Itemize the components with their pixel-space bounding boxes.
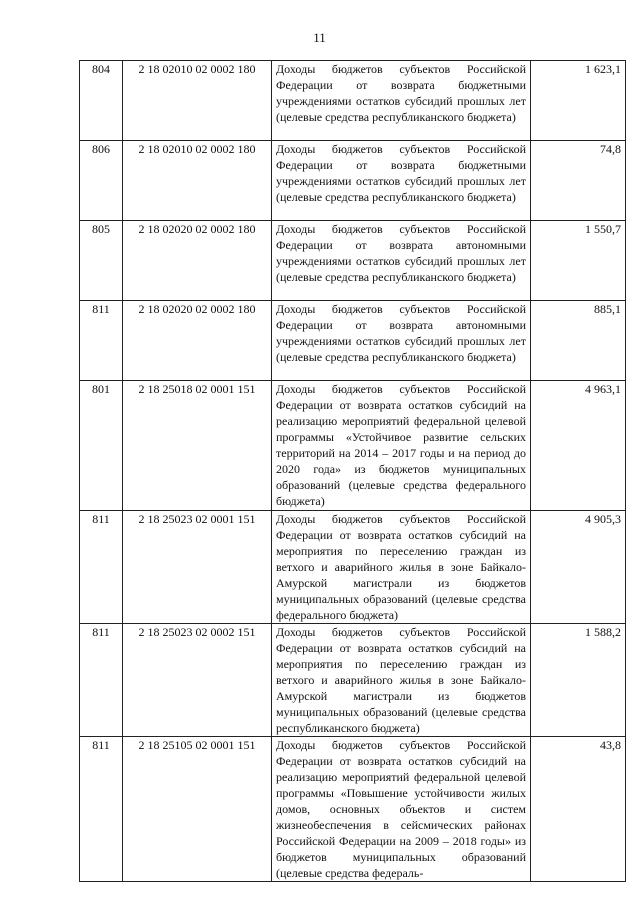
revenue-name-cell	[272, 511, 531, 624]
budget-code-cell: 2 18 02020 02 0002 180	[123, 301, 272, 381]
revenue-name-text: Доходы бюджетов субъектов Российской Федерации от возврата остатков субсидий на мероприятия по переселению граждан из ветхого и аварийного жилья в зоне Байкало-Амурской магистрали из бюджетов муниципальных образований (целевые средства республиканского бюджета)	[276, 625, 526, 735]
amount-cell: 74,8	[531, 141, 626, 221]
admin-code-cell: 811	[80, 301, 123, 381]
revenue-name-cell	[272, 381, 531, 511]
page-number: 11	[313, 30, 326, 45]
table-row	[80, 737, 626, 882]
budget-code-cell: 2 18 02010 02 0002 180	[123, 61, 272, 141]
budget-code-cell: 2 18 25105 02 0001 151	[123, 737, 272, 882]
admin-code-cell: 811	[80, 737, 123, 882]
revenue-name-cell	[272, 301, 531, 381]
table-row	[80, 511, 626, 624]
amount-cell: 1 588,2	[531, 624, 626, 737]
table-row	[80, 624, 626, 737]
revenue-name-text: Доходы бюджетов субъектов Российской Федерации от возврата бюджетными учреждениями остатков субсидий прошлых лет (целевые средства республиканского бюджета)	[276, 62, 526, 124]
budget-code-cell: 2 18 02010 02 0002 180	[123, 141, 272, 221]
amount-cell: 4 963,1	[531, 381, 626, 511]
table-row	[80, 301, 626, 381]
table-row	[80, 61, 626, 141]
revenue-name-text: Доходы бюджетов субъектов Российской Федерации от возврата остатков субсидий на мероприятия по переселению граждан из ветхого и аварийного жилья в зоне Байкало-Амурской магистрали из бюджетов муниципальных образований (целевые средства федерального бюджета)	[276, 512, 526, 622]
admin-code-cell: 801	[80, 381, 123, 511]
revenue-name-cell	[272, 61, 531, 141]
table-row	[80, 141, 626, 221]
amount-cell: 885,1	[531, 301, 626, 381]
budget-code-cell: 2 18 25023 02 0002 151	[123, 624, 272, 737]
admin-code-cell: 811	[80, 624, 123, 737]
budget-code-cell: 2 18 02020 02 0002 180	[123, 221, 272, 301]
budget-code-cell: 2 18 25018 02 0001 151	[123, 381, 272, 511]
table-row	[80, 381, 626, 511]
amount-cell: 1 550,7	[531, 221, 626, 301]
table-row	[80, 221, 626, 301]
revenue-name-cell	[272, 141, 531, 221]
admin-code-cell: 804	[80, 61, 123, 141]
revenue-name-cell	[272, 624, 531, 737]
amount-cell: 1 623,1	[531, 61, 626, 141]
budget-code-cell: 2 18 25023 02 0001 151	[123, 511, 272, 624]
admin-code-cell: 806	[80, 141, 123, 221]
revenue-table	[79, 60, 626, 882]
revenue-name-text: Доходы бюджетов субъектов Российской Федерации от возврата автономными учреждениями остатков субсидий прошлых лет (целевые средства республиканского бюджета)	[276, 302, 526, 364]
amount-cell: 43,8	[531, 737, 626, 882]
revenue-name-text: Доходы бюджетов субъектов Российской Федерации от возврата остатков субсидий на реализацию мероприятий федеральной целевой программы «Повышение устойчивости жилых домов, основных объектов и систем жизнеобеспечения в сейсмических районах Российской Федерации на 2009 – 2018 годы» из бюджетов муниципальных образований (целевые средства федераль-	[276, 738, 526, 880]
admin-code-cell: 805	[80, 221, 123, 301]
revenue-name-cell	[272, 221, 531, 301]
revenue-name-text: Доходы бюджетов субъектов Российской Федерации от возврата бюджетными учреждениями остатков субсидий прошлых лет (целевые средства республиканского бюджета)	[276, 142, 526, 204]
amount-cell: 4 905,3	[531, 511, 626, 624]
revenue-name-text: Доходы бюджетов субъектов Российской Федерации от возврата автономными учреждениями остатков субсидий прошлых лет (целевые средства республиканского бюджета)	[276, 222, 526, 284]
revenue-name-cell	[272, 737, 531, 882]
revenue-name-text: Доходы бюджетов субъектов Российской Федерации от возврата остатков субсидий на реализацию мероприятий федеральной целевой программы «Устойчивое развитие сельских территорий на 2014 – 2017 годы и на период до 2020 года» из бюджетов муниципальных образований (целевые средства федерального бюджета)	[276, 382, 526, 508]
admin-code-cell: 811	[80, 511, 123, 624]
